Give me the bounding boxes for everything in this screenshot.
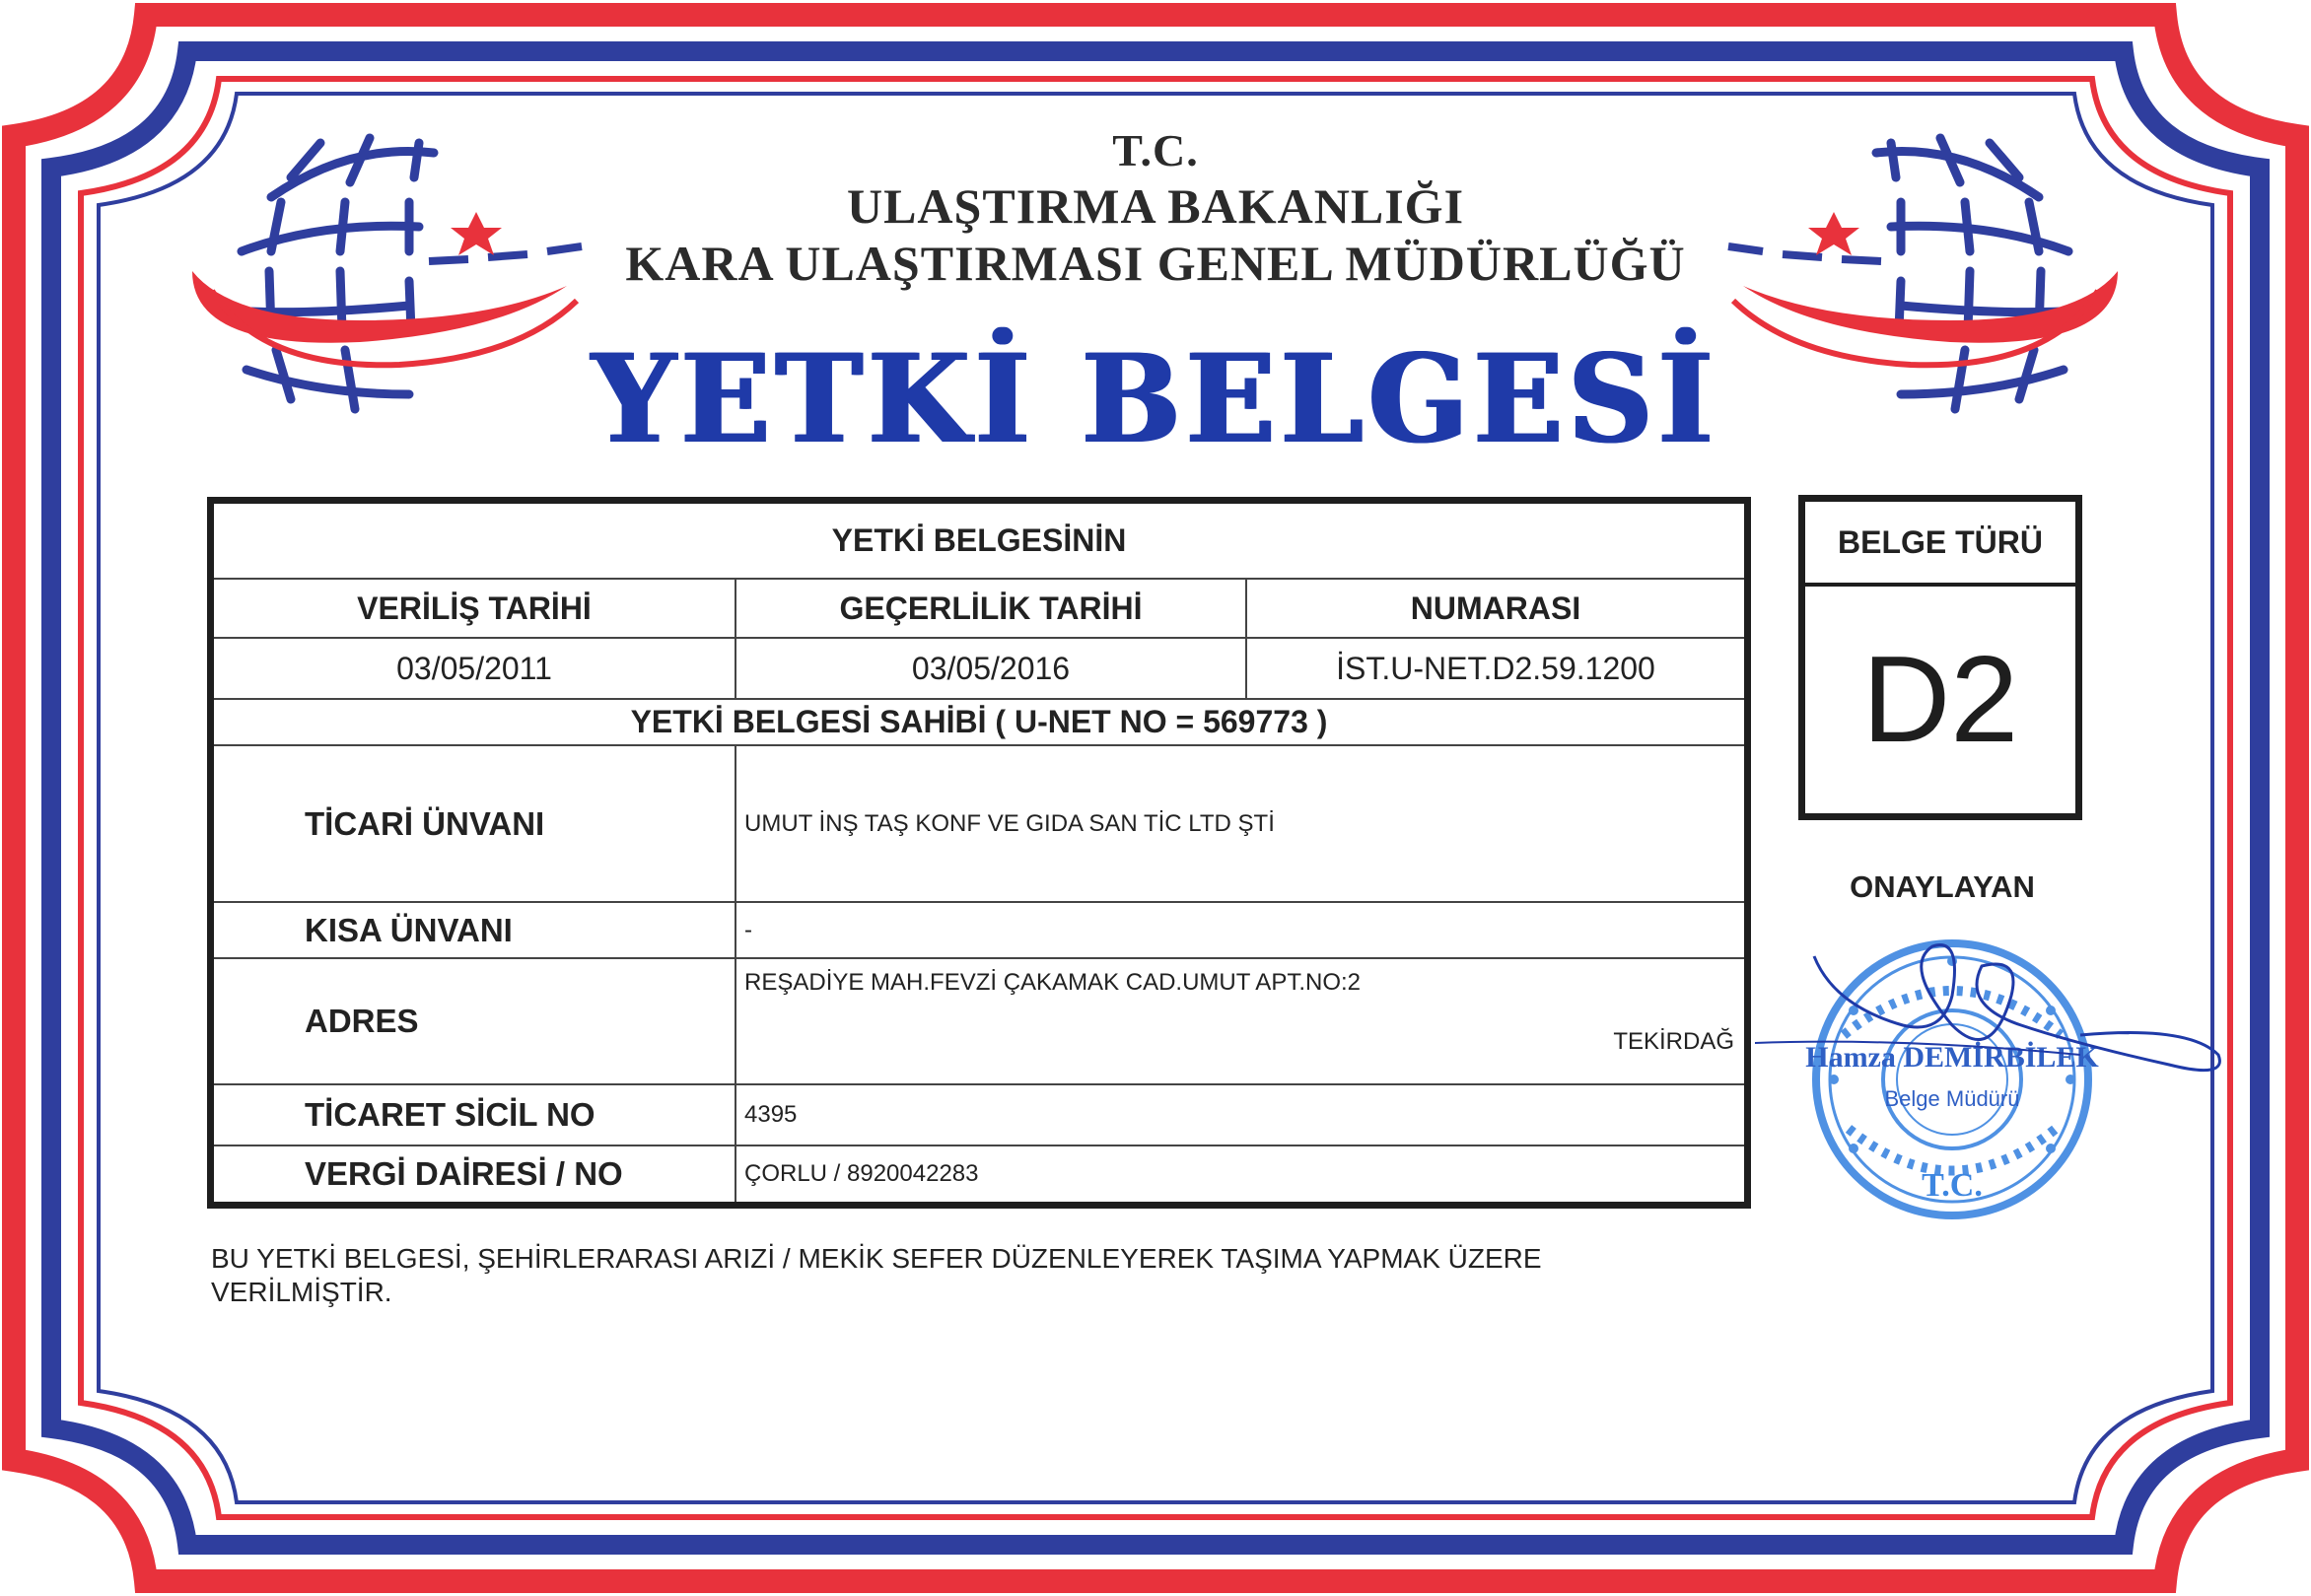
table-section-title: YETKİ BELGESİNİN bbox=[831, 522, 1127, 558]
trade-registry-value: 4395 bbox=[744, 1101, 798, 1128]
table-section-title-row bbox=[214, 504, 1744, 580]
trade-name-value: UMUT İNŞ TAŞ KONF VE GIDA SAN TİC LTD ŞTİ bbox=[744, 809, 1275, 837]
table-values-row bbox=[214, 639, 1744, 700]
column-header-validity-date: GEÇERLİLİK TARİHİ bbox=[736, 580, 1247, 637]
stamp-seal-text: T.C. bbox=[1922, 1167, 1983, 1204]
header-ministry: ULAŞTIRMA BAKANLIĞI bbox=[846, 178, 1465, 234]
tax-office-label: VERGİ DAİRESİ / NO bbox=[214, 1146, 736, 1202]
table-row bbox=[214, 1146, 1744, 1202]
header-tc: T.C. bbox=[1112, 125, 1199, 175]
tax-office-value: ÇORLU / 8920042283 bbox=[744, 1160, 979, 1187]
certificate-number-value: İST.U-NET.D2.59.1200 bbox=[1336, 650, 1655, 686]
trade-name-label: TİCARİ ÜNVANI bbox=[214, 746, 736, 901]
column-header-issue-date: VERİLİŞ TARİHİ bbox=[214, 580, 736, 637]
owner-title: YETKİ BELGESİ SAHİBİ ( U-NET NO = 569773 ) bbox=[630, 704, 1328, 739]
header-directorate: KARA ULAŞTIRMASI GENEL MÜDÜRLÜĞÜ bbox=[625, 236, 1686, 291]
table-row bbox=[214, 959, 1744, 1085]
stamp-signer-name: Hamza DEMİRBİLEK bbox=[1805, 1041, 2099, 1074]
table-owner-title-row bbox=[214, 700, 1744, 746]
footer-note: BU YETKİ BELGESİ, ŞEHİRLERARASI ARIZİ / MEKİK SEFER DÜZENLEYEREK TAŞIMA YAPMAK ÜZERE VERİLMİŞTİR. bbox=[211, 1243, 1542, 1307]
official-stamp-icon bbox=[1755, 917, 2248, 1232]
short-name-value: - bbox=[744, 916, 752, 943]
table-row bbox=[214, 903, 1744, 959]
stamp-signer-title: Belge Müdürü bbox=[1884, 1086, 2020, 1111]
short-name-label: KISA ÜNVANI bbox=[214, 903, 736, 957]
trade-registry-label: TİCARET SİCİL NO bbox=[214, 1085, 736, 1145]
approver-label: ONAYLAYAN bbox=[1850, 869, 2035, 904]
table-row bbox=[214, 746, 1744, 903]
document-title: YETKİ BELGESİ bbox=[592, 326, 1719, 471]
table-row bbox=[214, 1085, 1744, 1146]
validity-date-value: 03/05/2016 bbox=[736, 639, 1247, 698]
certificate-table bbox=[207, 497, 1751, 1209]
certificate-type-box bbox=[1798, 495, 2082, 820]
certificate-type-label: BELGE TÜRÜ bbox=[1805, 502, 2075, 587]
issue-date-value: 03/05/2011 bbox=[214, 639, 736, 698]
address-value: REŞADİYE MAH.FEVZİ ÇAKAMAK CAD.UMUT APT.NO:2 bbox=[744, 969, 1362, 996]
address-city: TEKİRDAĞ bbox=[1613, 1028, 1734, 1055]
table-header-row bbox=[214, 580, 1744, 639]
certificate-type-value: D2 bbox=[1861, 632, 2019, 768]
column-header-number: NUMARASI bbox=[1410, 590, 1581, 626]
address-label: ADRES bbox=[214, 959, 736, 1083]
